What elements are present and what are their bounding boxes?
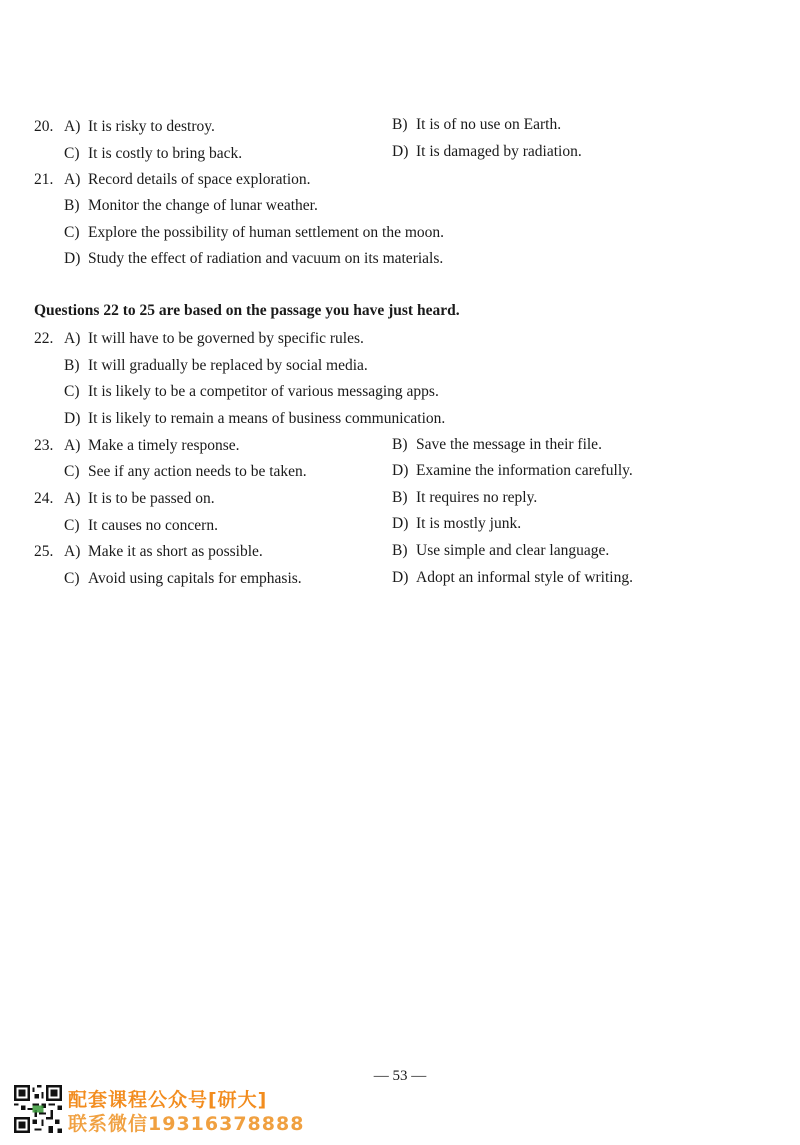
qr-code-icon — [14, 1085, 62, 1133]
option-d: D) Examine the information carefully. — [392, 462, 633, 479]
question-number: 23. — [34, 437, 54, 454]
option-a: A) It is to be passed on. — [64, 490, 215, 507]
option-c: C) See if any action needs to be taken. — [64, 463, 307, 480]
option-c: C) It is likely to be a competitor of various messaging apps. — [64, 383, 439, 400]
option-b: B) Monitor the change of lunar weather. — [64, 197, 318, 214]
option-d: D) It is likely to remain a means of business communication. — [64, 410, 446, 427]
option-d: D) Study the effect of radiation and vacuum on its materials. — [64, 250, 444, 267]
question-number: 20. — [34, 118, 54, 135]
option-d: D) It is mostly junk. — [392, 515, 522, 532]
option-c: C) It is costly to bring back. — [64, 145, 243, 162]
option-a: A) Make it as short as possible. — [64, 543, 263, 560]
watermark-line-1: 配套课程公众号[研大] — [68, 1089, 268, 1111]
option-d: D) Adopt an informal style of writing. — [392, 569, 633, 586]
option-b: B) It will gradually be replaced by social media. — [64, 357, 368, 374]
option-c: C) Explore the possibility of human settlement on the moon. — [64, 224, 445, 241]
option-c: C) It causes no concern. — [64, 517, 218, 534]
option-b: B) It requires no reply. — [392, 489, 538, 506]
question-number: 22. — [34, 330, 54, 347]
option-a: A) It is risky to destroy. — [64, 118, 215, 135]
option-a: A) It will have to be governed by specific rules. — [64, 330, 364, 347]
option-d: D) It is damaged by radiation. — [392, 143, 582, 160]
option-b: B) It is of no use on Earth. — [392, 116, 562, 133]
question-number: 24. — [34, 490, 54, 507]
option-c: C) Avoid using capitals for emphasis. — [64, 570, 302, 587]
option-b: B) Use simple and clear language. — [392, 542, 610, 559]
question-number: 25. — [34, 543, 54, 560]
option-a: A) Make a timely response. — [64, 437, 240, 454]
option-a: A) Record details of space exploration. — [64, 171, 311, 188]
question-number: 21. — [34, 171, 54, 188]
watermark — [14, 1085, 314, 1137]
watermark-line-2: 联系微信19316378888 — [68, 1113, 305, 1135]
option-b: B) Save the message in their file. — [392, 436, 602, 453]
page-number: — 53 — — [373, 1068, 427, 1084]
section-heading: Questions 22 to 25 are based on the passage you have just heard. — [34, 302, 460, 319]
